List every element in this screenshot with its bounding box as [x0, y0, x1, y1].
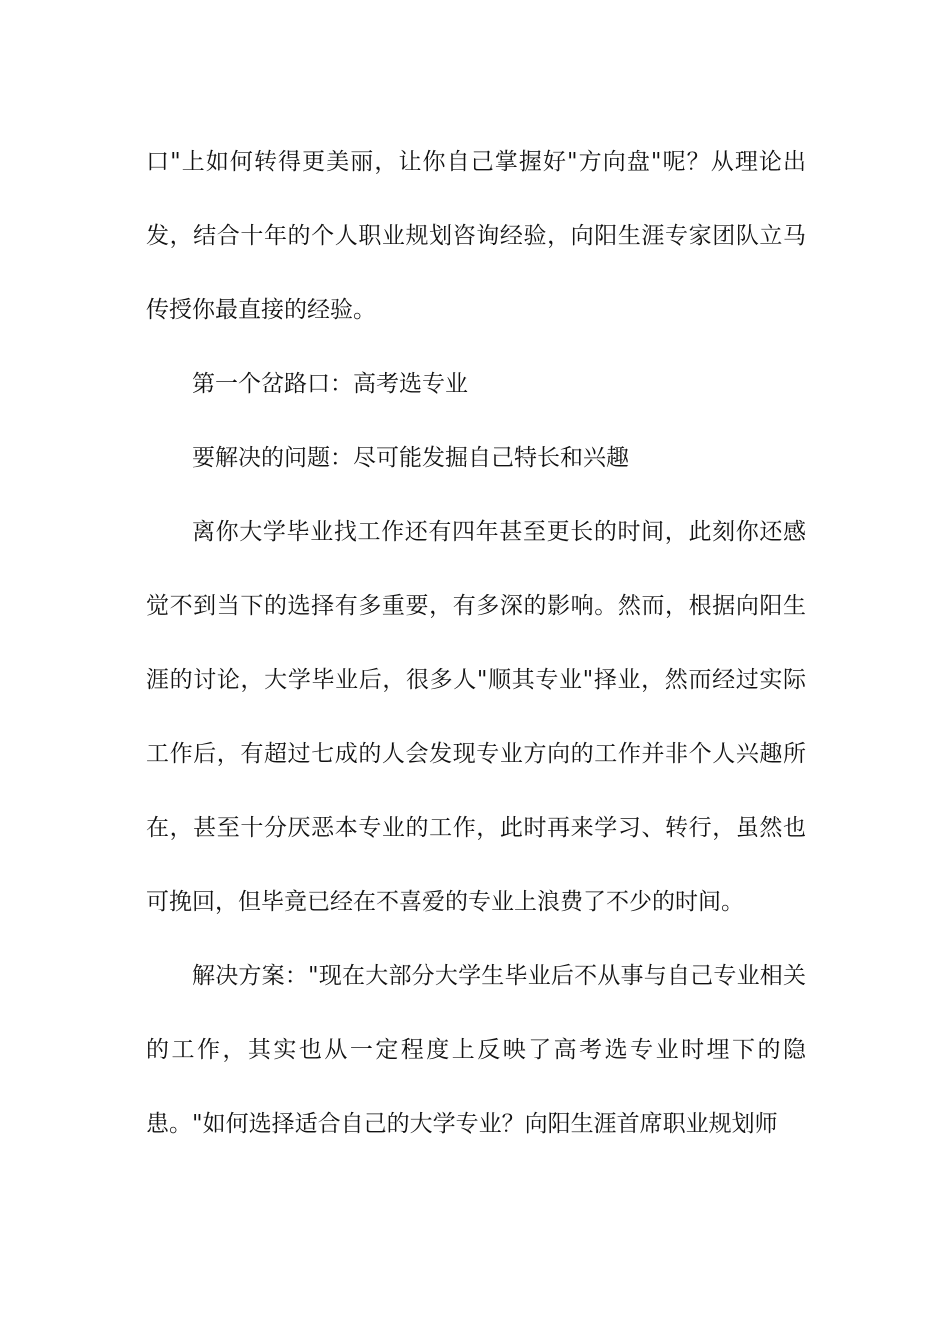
paragraph-body: 离你大学毕业找工作还有四年甚至更长的时间，此刻你还感觉不到当下的选择有多重要，有多深的影响。然而，根据向阳生涯的讨论，大学毕业后，很多人"顺其专业"择业，然而经过实际工作后，有超过七成的人会发现专业方向的工作并非个人兴趣所在，甚至十分厌恶本专业的工作，此时再来学习、转行，虽然也可挽回，但毕竟已经在不喜爱的专业上浪费了不少的时间。 — [146, 519, 806, 915]
paragraph-continuation: 口"上如何转得更美丽，让你自己掌握好"方向盘"呢？从理论出发，结合十年的个人职业规划咨询经验，向阳生涯专家团队立马传授你最直接的经验。 — [146, 149, 806, 323]
section-heading: 第一个岔路口：高考选专业 — [192, 371, 468, 397]
paragraph-solution: 解决方案："现在大部分大学生毕业后不从事与自己专业相关的工作，其实也从一定程度上反映了高考选专业时埋下的隐患。"如何选择适合自己的大学专业？向阳生涯首席职业规划师 — [146, 963, 806, 1137]
problem-statement: 要解决的问题：尽可能发掘自己特长和兴趣 — [192, 445, 629, 471]
document-body — [146, 125, 806, 1161]
